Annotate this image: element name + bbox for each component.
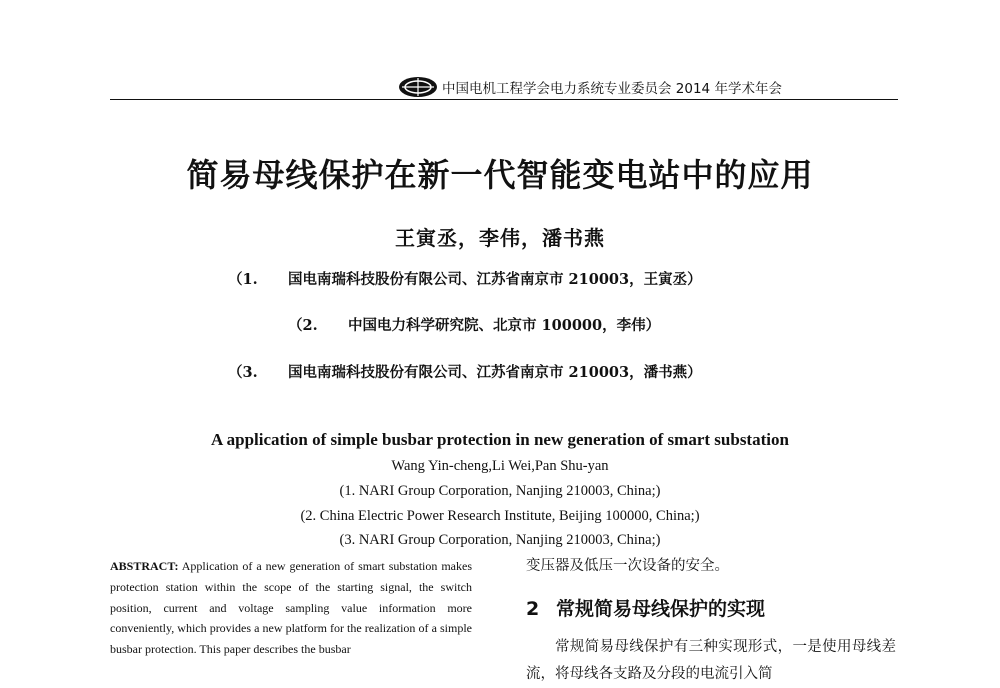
paper-title-cn: 简易母线保护在新一代智能变电站中的应用 — [186, 156, 814, 194]
section-heading — [526, 594, 896, 621]
affiliation-cn-text: 国电南瑞科技股份有限公司、江苏省南京市 210003，潘书燕） — [288, 364, 702, 381]
affiliation-cn-text: 中国电力科学研究院、北京市 100000，李伟） — [348, 317, 661, 334]
carry-over-line: 变压器及低压一次设备的安全。 — [526, 558, 729, 574]
affiliation-cn-3 — [228, 361, 702, 382]
affiliation-cn-number: （3. — [228, 364, 258, 381]
affiliation-cn-text: 国电南瑞科技股份有限公司、江苏省南京市 210003，王寅丞） — [288, 271, 702, 288]
affiliation-en-1: (1. NARI Group Corporation, Nanjing 210003, China;) — [339, 483, 661, 499]
affiliation-en-3: (3. NARI Group Corporation, Nanjing 210003, China;) — [339, 532, 661, 548]
affiliation-cn-2 — [288, 314, 660, 335]
conference-header — [398, 74, 782, 100]
affiliation-cn-number: （1. — [228, 271, 258, 288]
conference-logo-icon — [398, 76, 438, 98]
section-title: 常规简易母线保护的实现 — [556, 598, 766, 620]
body-paragraph: 常规简易母线保护有三种实现形式，一是使用母线差流，将母线各支路及分段的电流引入简 — [526, 639, 896, 682]
header-rule — [110, 99, 898, 100]
section-number: 2 — [526, 598, 540, 620]
authors-en: Wang Yin-cheng,Li Wei,Pan Shu-yan — [391, 458, 609, 474]
conference-name: 中国电机工程学会电力系统专业委员会 2014 年学术年会 — [442, 81, 782, 97]
abstract — [110, 556, 472, 660]
affiliation-cn-1 — [228, 268, 702, 289]
abstract-label: ABSTRACT: — [110, 559, 179, 573]
affiliation-cn-number: （2. — [288, 317, 318, 334]
abstract-text: Application of a new generation of smart substation makes protection station within the scope of the starting signal, the switch position, current and voltage sampling value information more conveniently, which provides a new platform for the realization of a simple busbar protection. This paper describes the busbar — [110, 559, 472, 657]
affiliation-en-2: (2. China Electric Power Research Institute, Beijing 100000, China;) — [300, 508, 700, 524]
authors-cn: 王寅丞，李伟，潘书燕 — [395, 226, 605, 250]
paper-title-en: A application of simple busbar protection in new generation of smart substation — [211, 430, 789, 449]
